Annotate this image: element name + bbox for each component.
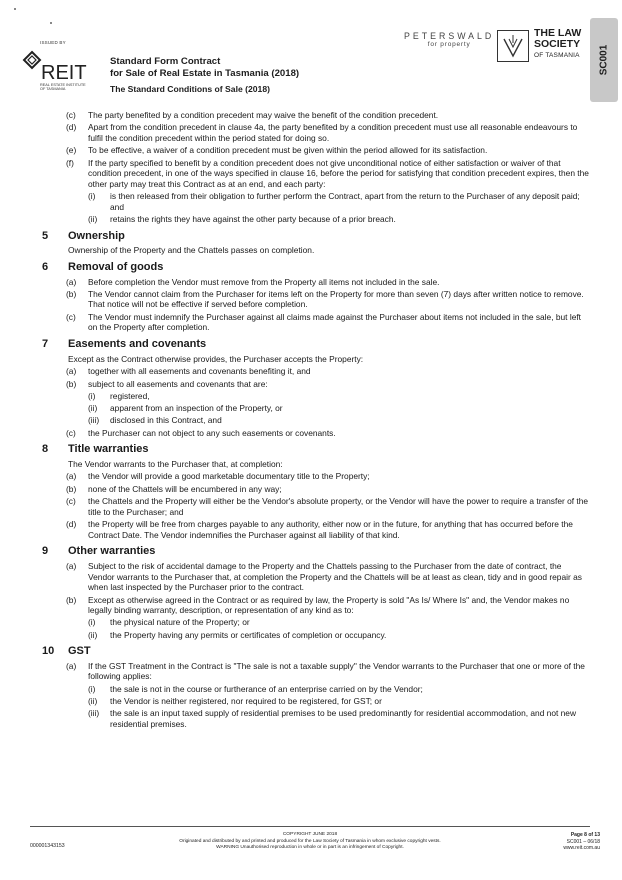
form-code-tab: SC001 — [590, 18, 618, 102]
clause-item: (d) Apart from the condition precedent in clause 4a, the party benefited by a condition precedent must use all reasonable endeavours to fulfil the condition precedent within the period stated for doing so. — [66, 122, 578, 143]
subclause-item: (i) registered, — [88, 391, 150, 402]
contract-subtitle: The Standard Conditions of Sale (2018) — [110, 84, 270, 94]
clause-item: (b) The Vendor cannot claim from the Purchaser for items left on the Property for more than seven (7) days after written notice to remove. That notice will not be effective if served before completion. — [66, 288, 584, 310]
footer-divider — [30, 826, 590, 827]
reit-logo-text: REIT — [41, 62, 87, 84]
subclause-item: (ii) the Vendor is neither registered, nor required to be registered, for GST; or — [88, 696, 382, 707]
issued-by-label: ISSUED BY — [40, 40, 66, 45]
section-paragraph: Except as the Contract otherwise provides, the Purchaser accepts the Property: — [68, 353, 364, 364]
clause-item: (c) the Chattels and the Property will either be the Vendor's absolute property, or the Vendor will have the power to require a transfer of the title to the Purchaser; and — [66, 496, 589, 517]
subclause-item: (iii) the sale is an input taxed supply of residential premises to be used predominantly for residential accommodation, and not new residential premises. — [88, 708, 577, 729]
clause-item: (d) the Property will be free from charges payable to any authority, either now or in the future, for anything that has occurred before the Contract Date. The Vendor indemnifies the Purchaser against all liability of that kind. — [66, 519, 573, 540]
section-heading-title-warranties: 8 Title warranties — [42, 443, 149, 456]
subclause-item: (iii) disclosed in this Contract, and — [88, 415, 222, 426]
page-number: Page 8 of 13 — [570, 832, 600, 838]
clause-item: (e) To be effective, a waiver of a condition precedent must be given within the period allowed for its satisfaction. — [66, 145, 488, 156]
subclause-item: (i) the physical nature of the Property; or — [88, 617, 250, 628]
clause-item: (f) If the party specified to benefit by a condition precedent does not give unconditional notice of either satisfaction or waiver of that condition precedent, in one of the ways specified in clause 16, before the period for satisfying that condition precedent expires, then the other party may treat this Contract as at an end, and each party: — [66, 157, 589, 189]
form-code: SC001 – 06/18 — [566, 838, 600, 845]
subclause-item: (ii) apparent from an inspection of the Property, or — [88, 403, 283, 414]
footer-document-id: 000001343153 — [30, 843, 65, 849]
subclause-item: (i) the sale is not in the course or furtherance of an enterprise carried on by the Vendor; — [88, 683, 423, 694]
section-heading-easements: 7 Easements and covenants — [42, 338, 207, 351]
section-heading-gst: 10 GST — [42, 645, 91, 658]
law-society-emblem-icon — [497, 30, 529, 62]
clause-item: (c) The party benefited by a condition precedent may waive the benefit of the condition precedent. — [66, 110, 439, 120]
clause-item: (b) Except as otherwise agreed in the Contract or as required by law, the Property is sold "As Is/ Where Is" and, the Vendor makes no legally binding warranty, description, or representation of any kind as to: — [66, 594, 570, 616]
subclause-item: (i) is then released from their obligation to further perform the Contract, apart from the return to the Purchaser of any deposit paid; and — [88, 191, 580, 212]
reit-subtitle: REAL ESTATE INSTITUTE OF TASMANIA — [40, 83, 86, 92]
clause-item: (b) subject to all easements and covenants that are: — [66, 378, 268, 389]
document-header — [0, 0, 622, 108]
section-paragraph: The Vendor warrants to the Purchaser that, at completion: — [68, 458, 283, 469]
footer-copyright: COPYRIGHT JUNE 2018 Originated and distributed by and printed and produced for the Law Society of Tasmania in whom exclusive copyright vests. WARNING Unauthorised reproduction in whole or in part is an infringement of Copyright. — [179, 832, 441, 851]
clause-item: (a) together with all easements and covenants benefiting it, and — [66, 366, 311, 377]
clause-item: (a) Subject to the risk of accidental damage to the Property and the Chattels passing to the Purchaser from the date of contract, the Vendor warrants to the Purchaser that, at completion the Property and the Chattels will be at least as clean, tidy and in good repair as when last inspected by the Purchaser prior to the contract. — [66, 560, 582, 593]
footer-url: www.reit.com.au — [563, 845, 600, 852]
subclause-item: (ii) the Property having any permits or certificates of completion or occupancy. — [88, 629, 387, 640]
clause-item: (a) the Vendor will provide a good marketable documentary title to the Property; — [66, 471, 370, 482]
section-heading-removal-of-goods: 6 Removal of goods — [42, 260, 164, 273]
scan-artifact — [14, 8, 16, 10]
clause-item: (a) If the GST Treatment in the Contract is "The sale is not a taxable supply" the Vendor warrants to the Purchaser that one or more of the following applies: — [66, 660, 585, 682]
subclause-item: (ii) retains the rights they have against the other party because of a prior breach. — [88, 214, 396, 225]
law-society-logo: THE LAW SOCIETY OF TASMANIA — [534, 27, 582, 59]
clause-item: (b) none of the Chattels will be encumbered in any way; — [66, 483, 282, 494]
section-paragraph: Ownership of the Property and the Chattels passes on completion. — [68, 245, 315, 256]
document-body — [42, 110, 590, 731]
contract-title: Standard Form Contract for Sale of Real Estate in Tasmania (2018) — [110, 56, 300, 79]
clause-item: (c) The Vendor must indemnify the Purchaser against all claims made against the Purchaser about items not included in the sale, but left on the Property after completion. — [66, 311, 581, 333]
peterswald-logo: PETERSWALD for property — [404, 31, 495, 48]
scan-artifact — [50, 22, 52, 24]
section-heading-ownership: 5 Ownership — [42, 229, 125, 242]
section-heading-other-warranties: 9 Other warranties — [42, 545, 156, 558]
clause-item: (c) the Purchaser can not object to any such easements or covenants. — [66, 427, 336, 438]
clause-item: (a) Before completion the Vendor must remove from the Property all items not included in the sale. — [66, 276, 440, 287]
footer-page-info — [520, 832, 600, 852]
